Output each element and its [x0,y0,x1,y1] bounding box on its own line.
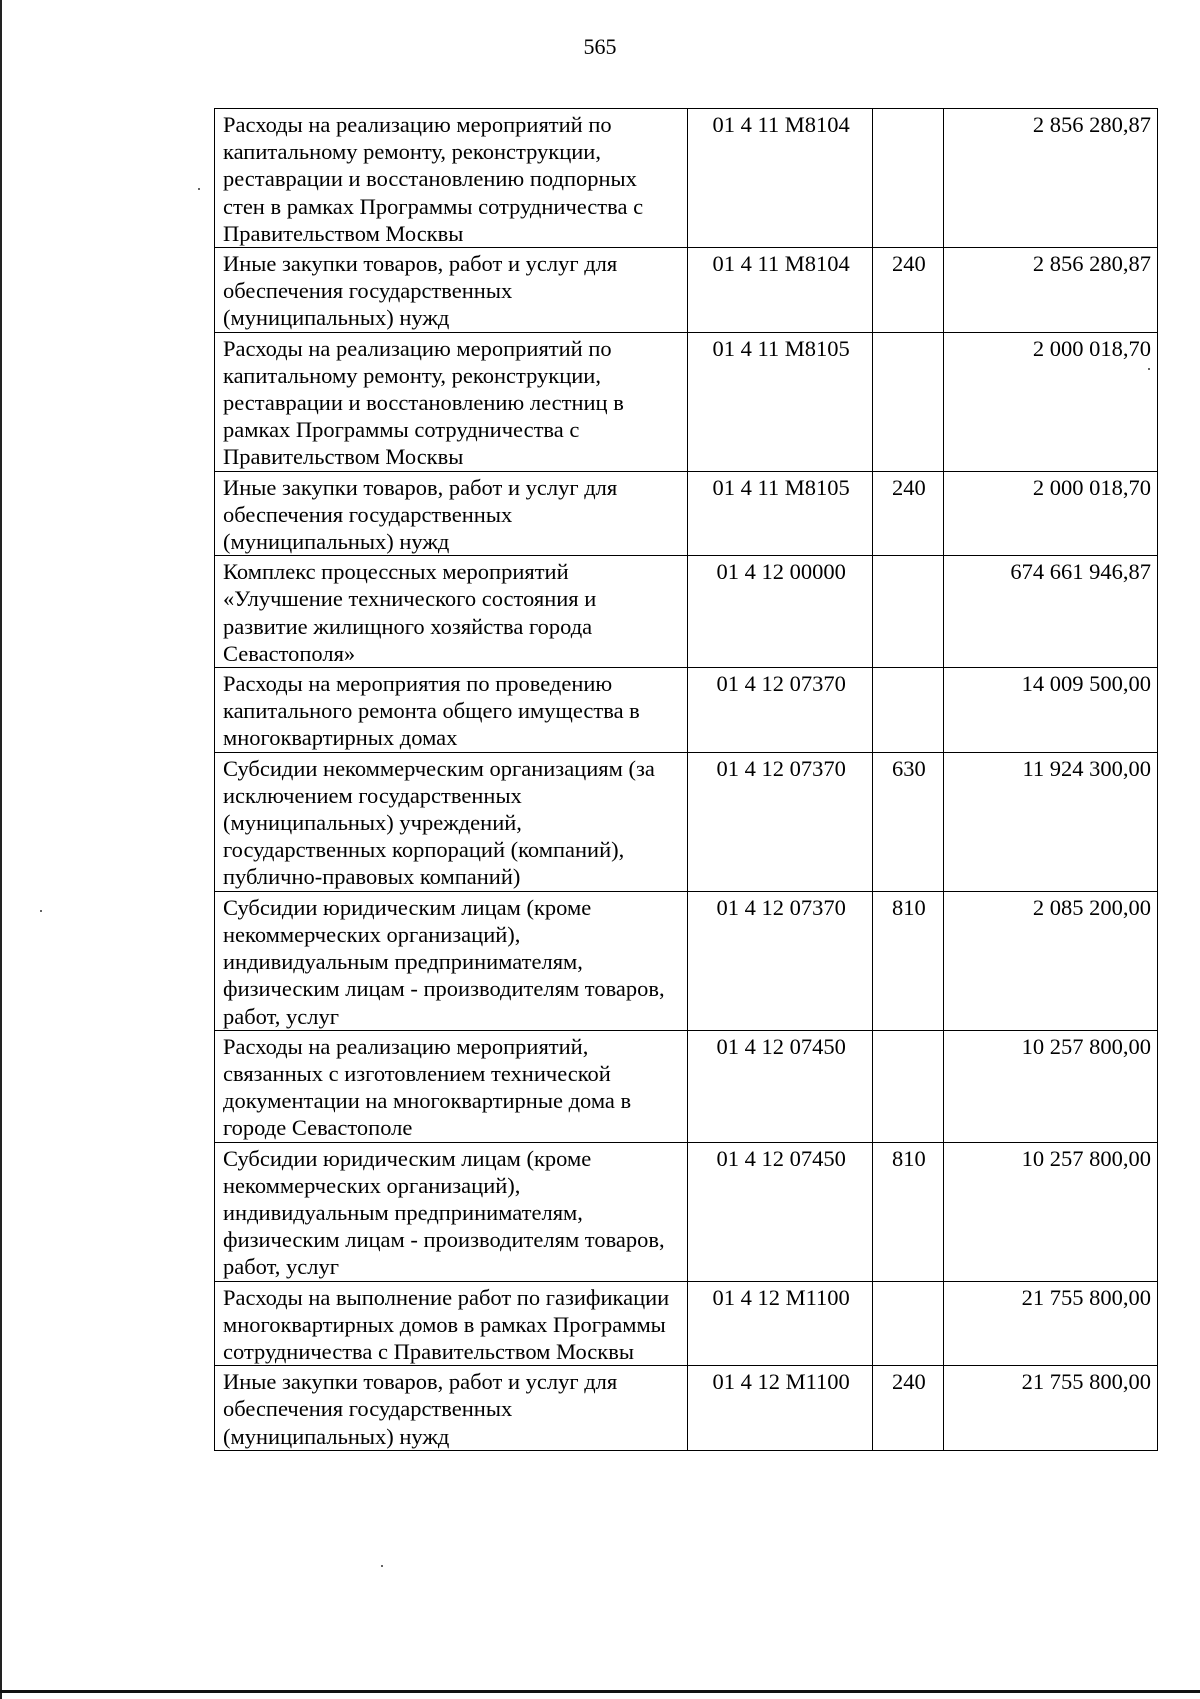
row-expense-type [872,109,943,248]
row-code: 01 4 11 М8104 [688,248,872,333]
row-amount: 2 000 018,70 [943,471,1157,556]
table-row [215,752,1158,891]
row-description: Расходы на мероприятия по проведению капитального ремонта общего имущества в многоквартирных домах [215,668,688,753]
row-code: 01 4 11 М8105 [688,471,872,556]
row-code: 01 4 12 07450 [688,1142,872,1281]
row-description: Субсидии юридическим лицам (кроме некоммерческих организаций), индивидуальным предпринимателям, физическим лицам - производителям товаров, работ, услуг [215,1142,688,1281]
row-amount: 2 085 200,00 [943,891,1157,1030]
table-row [215,1030,1158,1142]
table-row [215,109,1158,248]
row-amount: 10 257 800,00 [943,1142,1157,1281]
budget-table [214,108,1158,1451]
row-description: Комплекс процессных мероприятий «Улучшение технического состояния и развитие жилищного хозяйства города Севастополя» [215,556,688,668]
row-code: 01 4 12 07370 [688,752,872,891]
scan-speck [381,1565,383,1567]
table-row [215,1142,1158,1281]
row-code: 01 4 12 07370 [688,668,872,753]
row-description: Иные закупки товаров, работ и услуг для обеспечения государственных (муниципальных) нужд [215,1366,688,1451]
row-expense-type: 240 [872,471,943,556]
row-code: 01 4 12 07370 [688,891,872,1030]
row-expense-type: 630 [872,752,943,891]
table-row [215,471,1158,556]
row-expense-type: 240 [872,1366,943,1451]
row-code: 01 4 12 00000 [688,556,872,668]
row-amount: 21 755 800,00 [943,1281,1157,1366]
row-description: Субсидии юридическим лицам (кроме некоммерческих организаций), индивидуальным предпринимателям, физическим лицам - производителям товаров, работ, услуг [215,891,688,1030]
row-code: 01 4 11 М8104 [688,109,872,248]
row-description: Расходы на выполнение работ по газификации многоквартирных домов в рамках Программы сотрудничества с Правительством Москвы [215,1281,688,1366]
row-code: 01 4 12 07450 [688,1030,872,1142]
table-row [215,556,1158,668]
row-amount: 10 257 800,00 [943,1030,1157,1142]
table-row [215,332,1158,471]
row-expense-type [872,332,943,471]
scan-speck [40,910,42,912]
table-row [215,891,1158,1030]
row-code: 01 4 11 М8105 [688,332,872,471]
row-description: Расходы на реализацию мероприятий по капитальному ремонту, реконструкции, реставрации и восстановлению подпорных стен в рамках Программы сотрудничества с Правительством Москвы [215,109,688,248]
row-code: 01 4 12 М1100 [688,1366,872,1451]
row-expense-type [872,1281,943,1366]
page-number: 565 [583,34,617,59]
row-expense-type: 810 [872,891,943,1030]
page-left-edge [0,0,2,1699]
row-expense-type: 810 [872,1142,943,1281]
table-row [215,668,1158,753]
row-amount: 21 755 800,00 [943,1366,1157,1451]
table-row [215,1281,1158,1366]
page-bottom-edge [0,1690,1200,1693]
row-amount: 2 856 280,87 [943,109,1157,248]
row-amount: 14 009 500,00 [943,668,1157,753]
row-amount: 11 924 300,00 [943,752,1157,891]
row-code: 01 4 12 М1100 [688,1281,872,1366]
row-amount: 674 661 946,87 [943,556,1157,668]
row-description: Субсидии некоммерческим организациям (за исключением государственных (муниципальных) учреждений, государственных корпораций (компаний), публично-правовых компаний) [215,752,688,891]
row-description: Иные закупки товаров, работ и услуг для обеспечения государственных (муниципальных) нужд [215,248,688,333]
table-row [215,1366,1158,1451]
row-expense-type [872,668,943,753]
row-amount: 2 000 018,70 [943,332,1157,471]
row-expense-type: 240 [872,248,943,333]
table-row [215,248,1158,333]
row-description: Иные закупки товаров, работ и услуг для обеспечения государственных (муниципальных) нужд [215,471,688,556]
row-amount: 2 856 280,87 [943,248,1157,333]
scan-speck [198,188,200,190]
row-description: Расходы на реализацию мероприятий, связанных с изготовлением технической документации на многоквартирные дома в городе Севастополе [215,1030,688,1142]
row-description: Расходы на реализацию мероприятий по капитальному ремонту, реконструкции, реставрации и восстановлению лестниц в рамках Программы сотрудничества с Правительством Москвы [215,332,688,471]
scan-speck [1148,368,1150,370]
row-expense-type [872,1030,943,1142]
row-expense-type [872,556,943,668]
